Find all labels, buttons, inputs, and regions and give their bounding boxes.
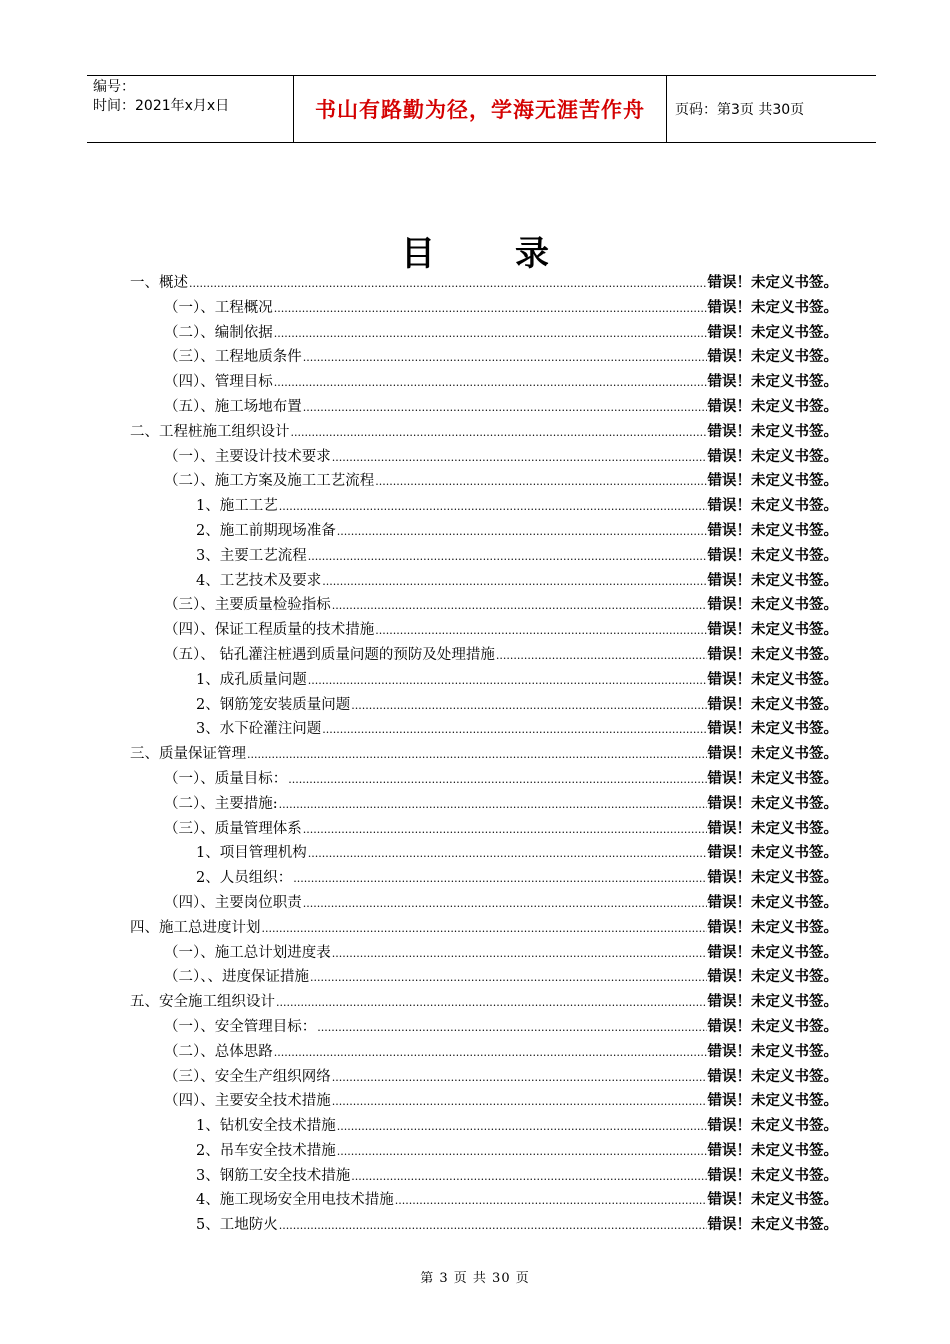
toc-entry-label: 1、项目管理机构 <box>196 845 307 862</box>
toc-entry-label: 1、成孔质量问题 <box>196 671 307 688</box>
toc-entry-label: 3、主要工艺流程 <box>196 547 307 564</box>
toc-entry[interactable] <box>130 395 838 420</box>
toc-leader-dots <box>276 996 707 1009</box>
toc-entry-page-ref: 错误！未定义书签。 <box>707 671 838 688</box>
toc-entry-label: 四、施工总进度计划 <box>130 919 261 936</box>
toc-entry-label: （四）、保证工程质量的技术措施 <box>164 622 375 639</box>
toc-entry[interactable] <box>130 792 838 817</box>
toc-entry[interactable] <box>130 643 838 668</box>
toc-entry-label: 4、施工现场安全用电技术措施 <box>196 1192 394 1209</box>
toc-entry-label: 5、工地防火 <box>196 1217 278 1234</box>
toc-entry-page-ref: 错误！未定义书签。 <box>707 1068 838 1085</box>
toc-entry[interactable] <box>130 891 838 916</box>
toc-entry-label: 1、钻机安全技术措施 <box>196 1118 336 1135</box>
page-number-label: 页码：第3页 共30页 <box>675 102 805 118</box>
toc-entry-page-ref: 错误！未定义书签。 <box>707 770 838 787</box>
toc-entry[interactable] <box>130 1114 838 1139</box>
toc-entry-page-ref: 错误！未定义书签。 <box>707 1217 838 1234</box>
toc-leader-dots <box>303 351 707 364</box>
toc-entry-label: 五、安全施工组织设计 <box>130 994 275 1011</box>
header-meta <box>87 76 293 142</box>
toc-entry-page-ref: 错误！未定义书签。 <box>707 324 838 341</box>
toc-entry-page-ref: 错误！未定义书签。 <box>707 448 838 465</box>
toc-entry-label: （一）、施工总计划进度表 <box>164 944 331 961</box>
toc-entry[interactable] <box>130 767 838 792</box>
page-header <box>87 75 876 143</box>
toc-leader-dots <box>274 1046 707 1059</box>
toc-entry-page-ref: 错误！未定义书签。 <box>707 944 838 961</box>
toc-leader-dots <box>274 302 707 315</box>
toc-entry[interactable] <box>130 1188 838 1213</box>
toc-entry-label: （一）、安全管理目标： <box>164 1018 317 1035</box>
toc-entry-label: 三、质量保证管理 <box>130 746 246 763</box>
toc-entry-page-ref: 错误！未定义书签。 <box>707 1043 838 1060</box>
toc-entry[interactable] <box>130 941 838 966</box>
toc-entry[interactable] <box>130 345 838 370</box>
page-footer: 第 3 页 共 30 页 <box>420 1271 530 1286</box>
toc-entry[interactable] <box>130 1040 838 1065</box>
toc-entry-label: （三）、主要质量检验指标 <box>164 597 331 614</box>
toc-leader-dots <box>337 525 707 538</box>
toc-entry-label: （四）、主要安全技术措施 <box>164 1093 331 1110</box>
toc-leader-dots <box>274 376 707 389</box>
toc-leader-dots <box>322 575 706 588</box>
toc-entry-page-ref: 错误！未定义书签。 <box>707 1118 838 1135</box>
toc-entry[interactable] <box>130 445 838 470</box>
toc-entry-page-ref: 错误！未定义书签。 <box>707 522 838 539</box>
toc-entry[interactable] <box>130 569 838 594</box>
toc-entry-page-ref: 错误！未定义书签。 <box>707 696 838 713</box>
toc-entry-label: （一）、质量目标： <box>164 770 288 787</box>
toc-entry-label: （三）、安全生产组织网络 <box>164 1068 331 1085</box>
toc-entry-label: （一）、工程概况 <box>164 299 273 316</box>
header-page-info <box>667 76 876 142</box>
toc-entry-page-ref: 错误！未定义书签。 <box>707 374 838 391</box>
toc-entry-page-ref: 错误！未定义书签。 <box>707 1142 838 1159</box>
toc-leader-dots <box>279 500 707 513</box>
table-of-contents <box>130 271 838 1238</box>
toc-leader-dots <box>303 897 707 910</box>
toc-entry-page-ref: 错误！未定义书签。 <box>707 721 838 738</box>
toc-entry[interactable] <box>130 519 838 544</box>
toc-entry-page-ref: 错误！未定义书签。 <box>707 795 838 812</box>
toc-entry-page-ref: 错误！未定义书签。 <box>707 820 838 837</box>
toc-entry-label: 3、水下砼灌注问题 <box>196 721 322 738</box>
toc-entry-label: （四）、管理目标 <box>164 374 273 391</box>
toc-entry[interactable] <box>130 420 838 445</box>
toc-entry-label: （二）、编制依据 <box>164 324 273 341</box>
toc-entry[interactable] <box>130 618 838 643</box>
toc-entry-page-ref: 错误！未定义书签。 <box>707 1167 838 1184</box>
toc-entry[interactable] <box>130 817 838 842</box>
toc-entry-page-ref: 错误！未定义书签。 <box>707 1093 838 1110</box>
toc-leader-dots <box>291 426 707 439</box>
toc-leader-dots <box>332 599 707 612</box>
toc-entry-label: 二、工程桩施工组织设计 <box>130 423 290 440</box>
toc-entry-label: （二）、施工方案及施工工艺流程 <box>164 473 375 490</box>
toc-leader-dots <box>395 1194 707 1207</box>
toc-entry[interactable] <box>130 965 838 990</box>
toc-leader-dots <box>303 823 707 836</box>
toc-entry-page-ref: 错误！未定义书签。 <box>707 547 838 564</box>
toc-entry-page-ref: 错误！未定义书签。 <box>707 622 838 639</box>
toc-leader-dots <box>375 624 706 637</box>
toc-entry-page-ref: 错误！未定义书签。 <box>707 572 838 589</box>
toc-entry-label: 2、人员组织： <box>196 870 293 887</box>
toc-entry-page-ref: 错误！未定义书签。 <box>707 349 838 366</box>
toc-entry[interactable] <box>130 271 838 296</box>
toc-leader-dots <box>279 1219 707 1232</box>
toc-entry[interactable] <box>130 668 838 693</box>
motto-text: 书山有路勤为径，学海无涯苦作舟 <box>315 98 645 122</box>
toc-entry-page-ref: 错误！未定义书签。 <box>707 473 838 490</box>
toc-entry-label: （一）、主要设计技术要求 <box>164 448 331 465</box>
toc-leader-dots <box>317 1021 706 1034</box>
toc-entry[interactable] <box>130 370 838 395</box>
toc-entry-label: 2、吊车安全技术措施 <box>196 1142 336 1159</box>
toc-entry-label: （二）、主要措施: <box>164 795 278 812</box>
toc-entry[interactable] <box>130 321 838 346</box>
document-number-label: 编号： <box>93 79 135 95</box>
toc-entry[interactable] <box>130 494 838 519</box>
toc-leader-dots <box>308 847 707 860</box>
toc-entry[interactable] <box>130 990 838 1015</box>
toc-leader-dots <box>332 1071 707 1084</box>
toc-entry-label: （三）、工程地质条件 <box>164 349 302 366</box>
toc-entry-label: 3、钢筋工安全技术措施 <box>196 1167 351 1184</box>
toc-leader-dots <box>308 550 707 563</box>
toc-entry-page-ref: 错误！未定义书签。 <box>707 498 838 515</box>
toc-leader-dots <box>332 451 707 464</box>
toc-entry-page-ref: 错误！未定义书签。 <box>707 299 838 316</box>
toc-entry-label: （五）、施工场地布置 <box>164 398 302 415</box>
toc-entry-label: 1、施工工艺 <box>196 498 278 515</box>
toc-entry-label: 2、施工前期现场准备 <box>196 522 336 539</box>
document-time-label: 时间：2021年x月x日 <box>93 98 230 114</box>
toc-leader-dots <box>247 748 707 761</box>
toc-entry-label: （二）、总体思路 <box>164 1043 273 1060</box>
toc-leader-dots <box>337 1145 707 1158</box>
toc-entry[interactable] <box>130 1139 838 1164</box>
toc-entry-page-ref: 错误！未定义书签。 <box>707 597 838 614</box>
page-title: 目录 <box>401 234 629 274</box>
toc-entry[interactable] <box>130 296 838 321</box>
toc-entry-page-ref: 错误！未定义书签。 <box>707 969 838 986</box>
toc-entry-page-ref: 错误！未定义书签。 <box>707 1192 838 1209</box>
toc-entry[interactable] <box>130 469 838 494</box>
toc-leader-dots <box>322 723 706 736</box>
toc-entry[interactable] <box>130 841 838 866</box>
toc-leader-dots <box>351 1170 706 1183</box>
toc-entry[interactable] <box>130 544 838 569</box>
toc-entry-label: （二）、、进度保证措施 <box>164 969 309 986</box>
toc-entry-label: （四）、主要岗位职责 <box>164 894 302 911</box>
toc-leader-dots <box>308 674 707 687</box>
toc-entry[interactable] <box>130 1015 838 1040</box>
toc-leader-dots <box>337 1120 707 1133</box>
toc-entry-page-ref: 错误！未定义书签。 <box>707 423 838 440</box>
toc-entry-page-ref: 错误！未定义书签。 <box>707 746 838 763</box>
toc-entry[interactable] <box>130 742 838 767</box>
toc-leader-dots <box>375 475 706 488</box>
toc-entry[interactable] <box>130 593 838 618</box>
toc-entry-page-ref: 错误！未定义书签。 <box>707 994 838 1011</box>
toc-entry[interactable] <box>130 717 838 742</box>
toc-entry-label: 一、概述 <box>130 275 188 291</box>
header-motto <box>293 76 667 142</box>
toc-entry-page-ref: 错误！未定义书签。 <box>707 398 838 415</box>
toc-entry[interactable] <box>130 866 838 891</box>
toc-leader-dots <box>303 401 707 414</box>
toc-leader-dots <box>351 699 706 712</box>
toc-leader-dots <box>274 327 707 340</box>
toc-leader-dots <box>293 872 706 885</box>
toc-entry-page-ref: 错误！未定义书签。 <box>707 1018 838 1035</box>
toc-leader-dots <box>288 773 706 786</box>
toc-entry-page-ref: 错误！未定义书签。 <box>707 845 838 862</box>
toc-entry-page-ref: 错误！未定义书签。 <box>707 894 838 911</box>
toc-entry[interactable] <box>130 1089 838 1114</box>
toc-entry[interactable] <box>130 916 838 941</box>
toc-entry-label: （五）、 钻孔灌注桩遇到质量问题的预防及处理措施 <box>164 646 495 663</box>
toc-entry-label: （三）、质量管理体系 <box>164 820 302 837</box>
toc-entry-page-ref: 错误！未定义书签。 <box>707 275 838 291</box>
toc-leader-dots <box>496 649 707 662</box>
toc-entry[interactable] <box>130 693 838 718</box>
toc-entry-page-ref: 错误！未定义书签。 <box>707 870 838 887</box>
toc-leader-dots <box>310 971 707 984</box>
toc-leader-dots <box>262 922 707 935</box>
toc-leader-dots <box>279 798 707 811</box>
toc-entry[interactable] <box>130 1164 838 1189</box>
toc-entry[interactable] <box>130 1065 838 1090</box>
toc-entry[interactable] <box>130 1213 838 1238</box>
toc-leader-dots <box>332 1095 707 1108</box>
toc-leader-dots <box>332 947 707 960</box>
toc-leader-dots <box>189 277 707 290</box>
toc-entry-label: 4、工艺技术及要求 <box>196 572 322 589</box>
toc-entry-page-ref: 错误！未定义书签。 <box>707 919 838 936</box>
toc-entry-label: 2、钢筋笼安装质量问题 <box>196 696 351 713</box>
toc-entry-page-ref: 错误！未定义书签。 <box>707 646 838 663</box>
